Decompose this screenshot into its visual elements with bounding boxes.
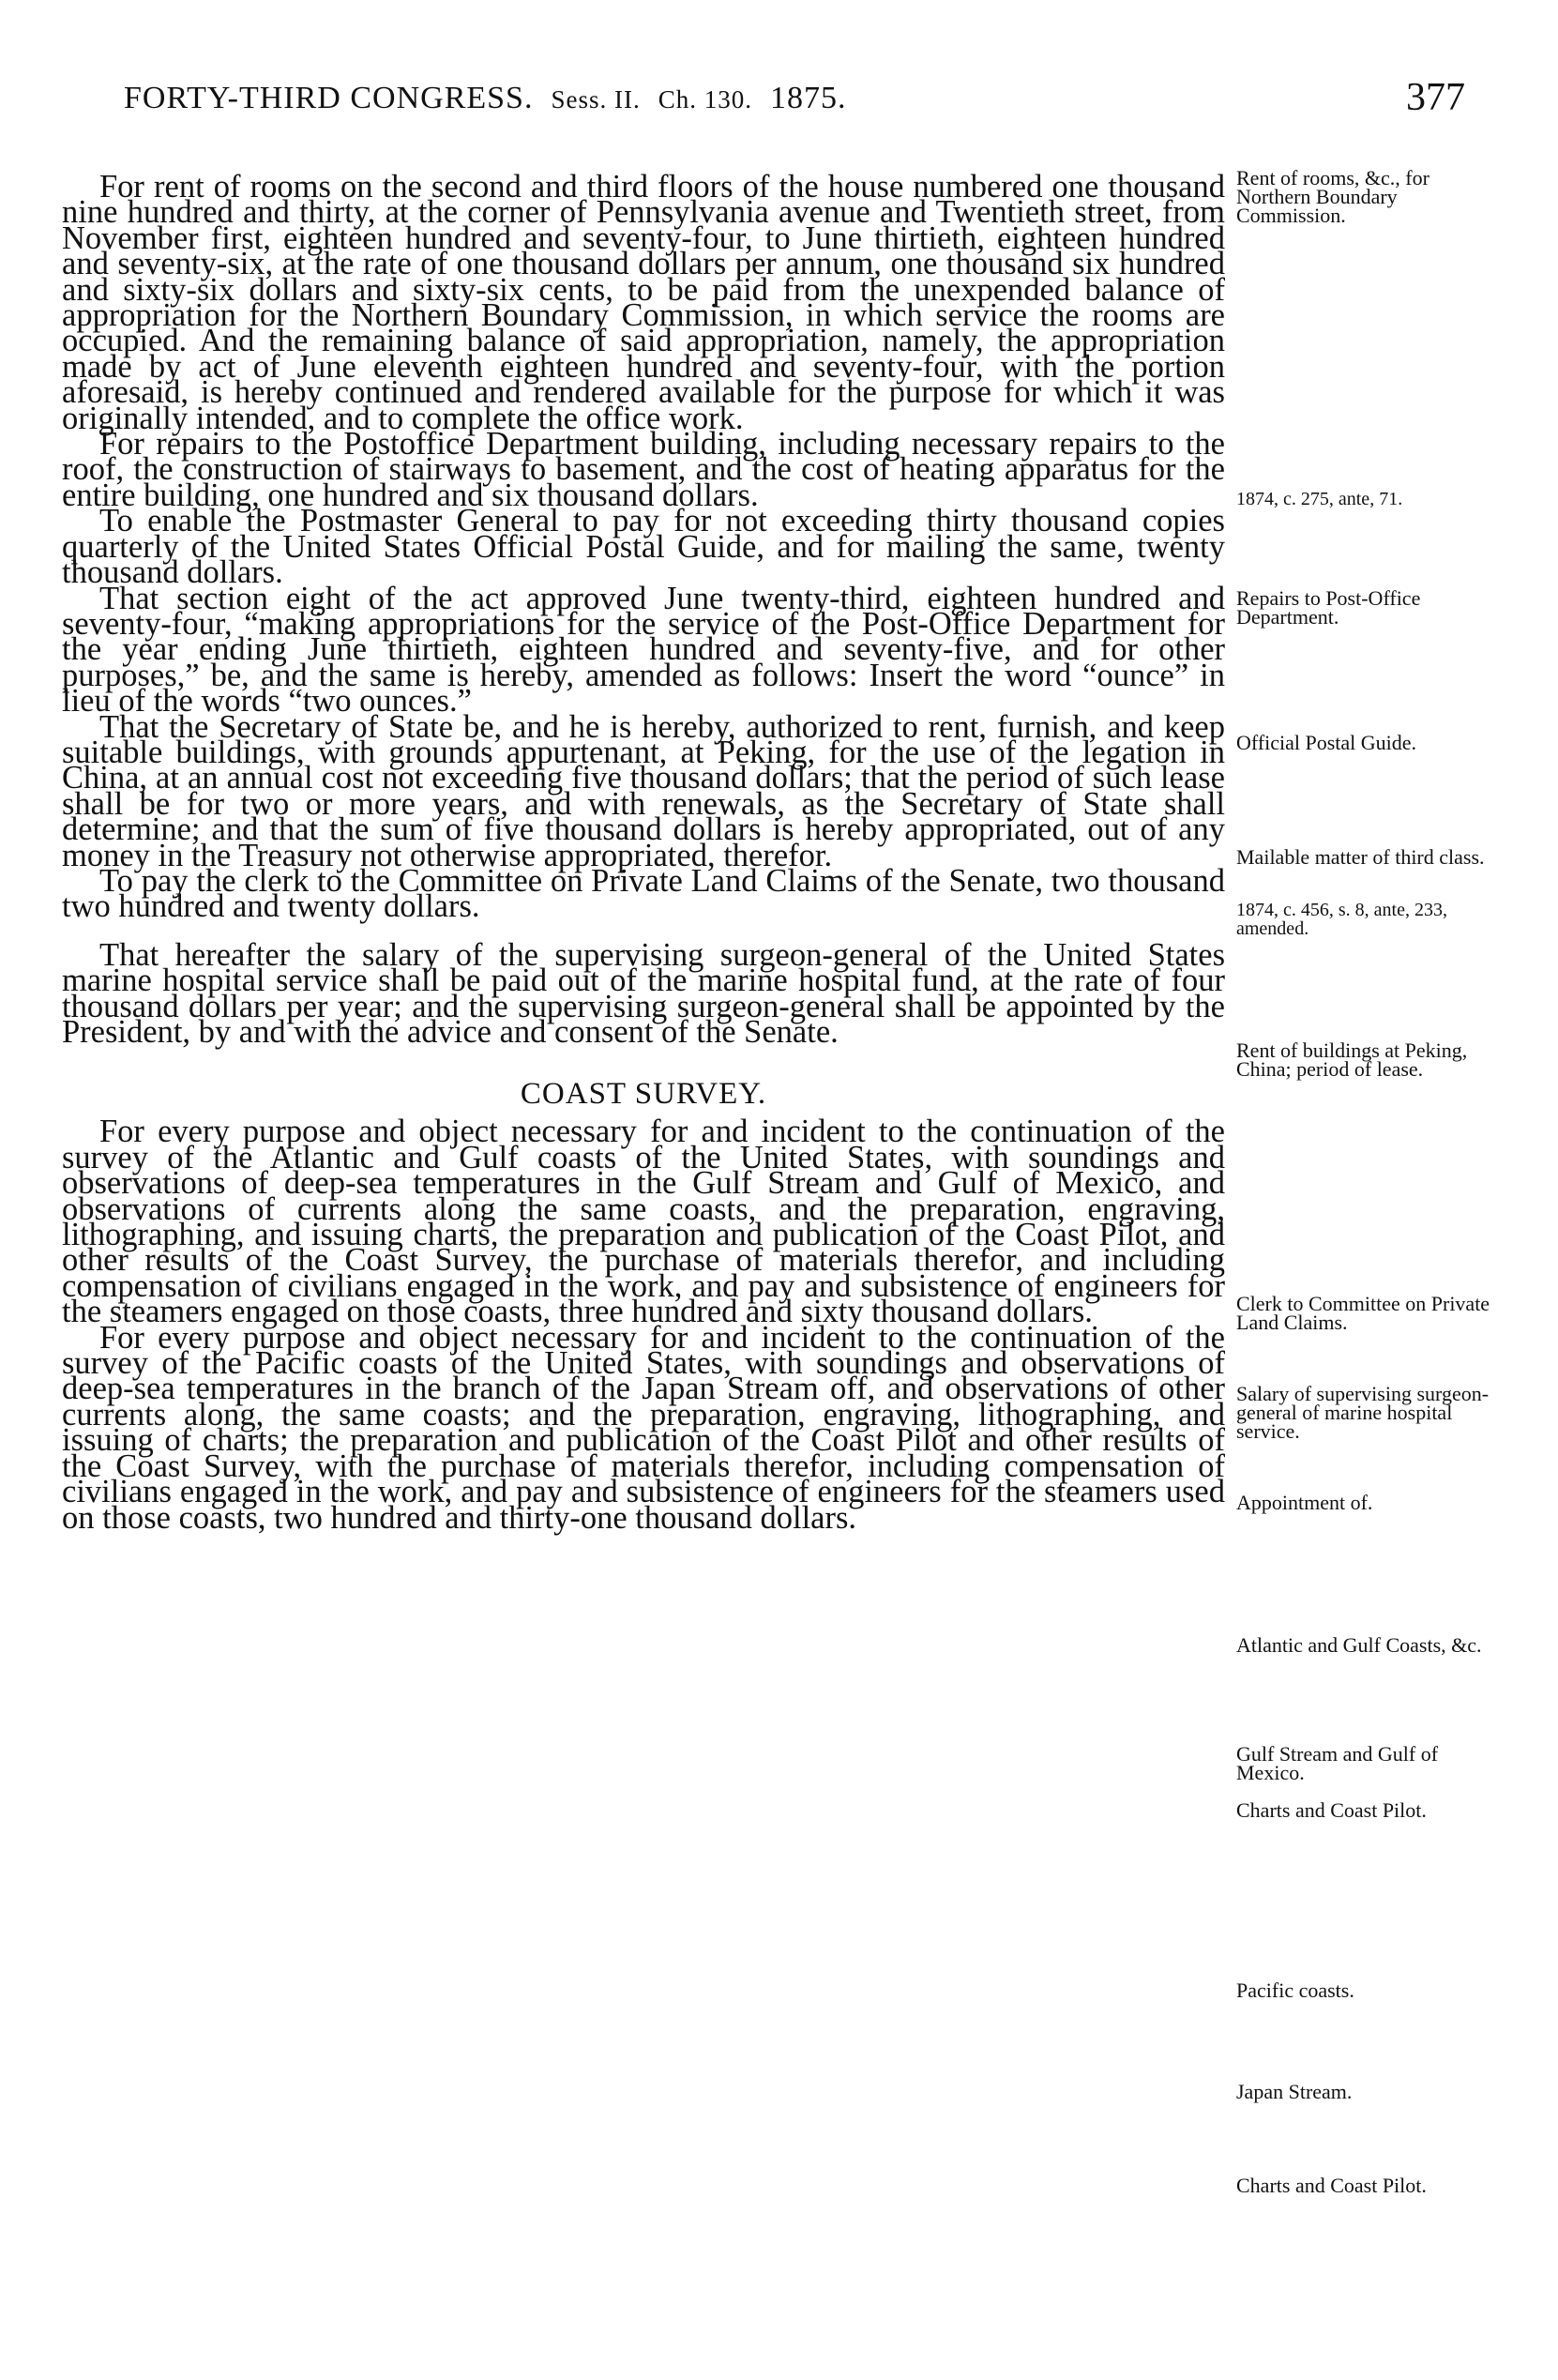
margin-note: Pacific coasts. [1236,1978,1354,2002]
margin-note: Charts and Coast Pilot. [1236,1798,1427,1822]
margin-note: Official Postal Guide. [1236,731,1417,754]
margin-note: 1874, c. 275, ante, 71. [1236,489,1403,509]
margin-note: Mailable matter of third class. [1236,845,1485,869]
paragraph-postoffice-repairs: For repairs to the Postoffice Department building, including necessary repairs to the roof, the construction of stairways to basement, and the cost of heating apparatus for the entire building, one hundred and six thousand dollars. [62,426,1225,513]
paragraph-postal-guide: To enable the Postmaster General to pay for not exceeding thirty thousand copies quarterly of the United States Official Postal Guide, and for mailing the same, twenty thousand dollars. [62,503,1225,591]
congress-label: FORTY-THIRD CONGRESS. [124,81,534,115]
margin-note: 1874, c. 456, s. 8, ante, 233, amended. [1236,900,1447,939]
running-head-title [124,81,846,116]
margin-note: Repairs to Post-Office Department. [1236,586,1421,629]
margin-note: Atlantic and Gulf Coasts, &c. [1236,1633,1482,1657]
margin-note: Clerk to Committee on Private Land Claims. [1236,1292,1490,1334]
paragraph-atlantic-gulf-survey: For every purpose and object necessary for and incident to the continuation of the survey of the Atlantic and Gulf coasts of the United States, with soundings and observations of deep-sea temperatures in the Gulf Stream and Gulf of Mexico, and observations of currents along the same coasts, and the preparation, engraving, lithographing, and issuing charts, the preparation and publication of the Coast Pilot, and other results of the Coast Survey, the purchase of materials therefor, and including compensation of civilians engaged in the work, and pay and subsistence of engineers for the steamers engaged on those coasts, three hundred and sixty thousand dollars. [62,1114,1225,1330]
margin-note: Japan Stream. [1236,2080,1353,2103]
paragraph-mailable-matter: That section eight of the act approved June twenty-third, eighteen hundred and seventy-four, “making appropriations for the service of the Post-Office Department for the year ending June thirtieth, eighteen hundred and seventy-five, and for other purposes,” be, and the same is hereby, amended as follows: Insert the word “ounce” in lieu of the words “two ounces.” [62,580,1225,720]
page-number: 377 [1406,76,1465,119]
running-head [124,76,1465,137]
paragraph-pacific-survey: For every purpose and object necessary for and incident to the continuation of the survey of the Pacific coasts of the United States, with soundings and observations of deep-sea temperatures in the branch of the Japan Stream off, and observations of other currents along, the same coasts; and the preparation, engraving, lithographing, and issuing of charts; the preparation and publication of the Coast Pilot and other results of the Coast Survey, with the purchase of materials therefor, including compensation of civilians engaged in the work, and pay and subsistence of engineers for the steamers used on those coasts, two hundred and thirty-one thousand dollars. [62,1319,1225,1536]
paragraph-land-claims-clerk: To pay the clerk to the Committee on Private Land Claims of the Senate, two thousand two hundred and twenty dollars. [62,862,1225,925]
margin-note: Rent of buildings at Peking, China; period of lease. [1236,1038,1468,1081]
margin-note: Salary of supervising surgeon-general of marine hospital service. [1236,1382,1490,1443]
section-heading-coast-survey: COAST SURVEY. [520,1077,767,1112]
year-label: 1875. [769,81,847,115]
margin-note: Charts and Coast Pilot. [1236,2174,1427,2197]
session-label: Sess. II. [551,85,641,114]
body-text [62,169,1225,1536]
chapter-label: Ch. 130. [658,85,752,114]
paragraph-peking-legation: That the Secretary of State be, and he is hereby, authorized to rent, furnish, and keep suitable buildings, with grounds appurtenant, at Peking, for the use of the legation in China, at an annual cost not exceeding five thousand dollars; that the period of such lease shall be for two or more years, and with renewals, as the Secretary of State shall determine; and that the sum of five thousand dollars is hereby appropriated, out of any money in the Treasury not otherwise appropriated, therefor. [62,708,1225,873]
paragraph-surgeon-general: That hereafter the salary of the supervising surgeon-general of the United States marine hospital service shall be paid out of the marine hospital fund, at the rate of four thousand dollars per year; and the supervising surgeon-general shall be appointed by the President, by and with the advice and consent of the Senate. [62,936,1225,1050]
margin-note: Gulf Stream and Gulf of Mexico. [1236,1742,1439,1784]
margin-note: Appointment of. [1236,1491,1373,1514]
margin-note: Rent of rooms, &c., for Northern Boundary Commission. [1236,166,1429,227]
paragraph-rent-of-rooms: For rent of rooms on the second and third floors of the house numbered one thousand nine hundred and thirty, at the corner of Pennsylvania avenue and Twentieth street, from November first, eighteen hundred and seventy-four, to June thirtieth, eighteen hundred and seventy-six, at the rate of one thousand dollars per annum, one thousand six hundred and sixty-six dollars and sixty-six cents, to be paid from the unexpended balance of appropriation for the Northern Boundary Commission, in which service the rooms are occupied. And the remaining balance of said appropriation, namely, the appropriation made by act of June eleventh eighteen hundred and seventy-four, with the portion aforesaid, is hereby continued and rendered available for the purpose for which it was originally intended, and to complete the office work. [62,169,1225,436]
